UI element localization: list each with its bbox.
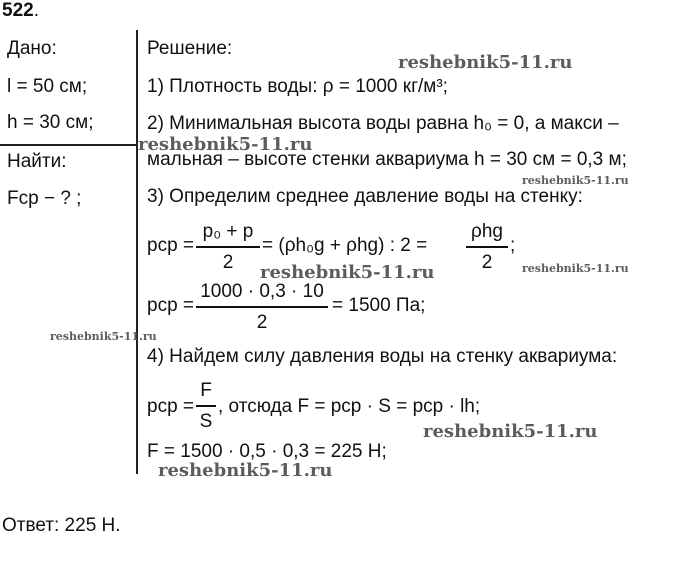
watermark: reshebnik5-11.ru: [138, 134, 313, 155]
vertical-divider: [136, 30, 138, 474]
eq2-lhs: pср =: [147, 295, 195, 316]
watermark: reshebnik5-11.ru: [260, 262, 435, 283]
eq2-denominator: 2: [256, 311, 268, 333]
watermark: reshebnik5-11.ru: [158, 460, 333, 481]
horizontal-divider: [0, 144, 137, 146]
eq-4: F = 1500 · 0,5 · 0,3 = 225 Н;: [147, 441, 387, 462]
find-header: Найти:: [7, 151, 67, 172]
eq1-denominator2: 2: [481, 251, 493, 273]
eq3-lhs: pср =: [147, 396, 195, 417]
eq1-end: ;: [510, 235, 516, 256]
given-height: h = 30 см;: [7, 112, 94, 133]
find-value: Fср − ? ;: [7, 188, 82, 209]
given-header: Дано:: [7, 38, 57, 59]
step-2-line1: 2) Минимальная высота воды равна h₀ = 0, а макси –: [147, 113, 619, 134]
eq2-numerator: 1000 · 0,3 · 10: [200, 281, 324, 302]
watermark: reshebnik5-11.ru: [522, 262, 629, 275]
step-2-line2: мальная – высоте стенки аквариума h = 30 см = 0,3 м;: [147, 149, 627, 170]
eq3-numerator: F: [200, 380, 212, 401]
eq1-denominator: 2: [222, 251, 234, 273]
eq3-fraction: [196, 380, 216, 433]
answer: Ответ: 225 Н.: [2, 515, 121, 536]
watermark: reshebnik5-11.ru: [50, 330, 157, 343]
eq3-denominator: S: [199, 410, 213, 432]
given-length: l = 50 см;: [7, 76, 88, 97]
eq3-rhs: , отсюда F = pср · S = pср · lh;: [218, 396, 481, 417]
watermark: reshebnik5-11.ru: [522, 174, 629, 187]
eq1-numerator2: ρhg: [471, 221, 503, 242]
step-1: 1) Плотность воды: ρ = 1000 кг/м³;: [147, 76, 448, 97]
eq1-fraction: [196, 221, 260, 274]
eq2-rhs: = 1500 Па;: [332, 295, 426, 316]
step-4: 4) Найдем силу давления воды на стенку аквариума:: [147, 346, 618, 367]
problem-number: 522.: [2, 0, 39, 21]
eq1-fraction2: [466, 221, 508, 274]
step-3: 3) Определим среднее давление воды на стенку:: [147, 186, 583, 207]
eq2-fraction: [196, 281, 328, 334]
eq1-lhs: pср =: [147, 235, 195, 256]
eq1-middle: = (ρh₀g + ρhg) : 2 =: [262, 235, 428, 256]
eq1-numerator: p₀ + p: [202, 221, 254, 242]
solution-header: Решение:: [147, 38, 233, 59]
watermark: reshebnik5-11.ru: [423, 421, 598, 442]
watermark: reshebnik5-11.ru: [398, 52, 573, 73]
